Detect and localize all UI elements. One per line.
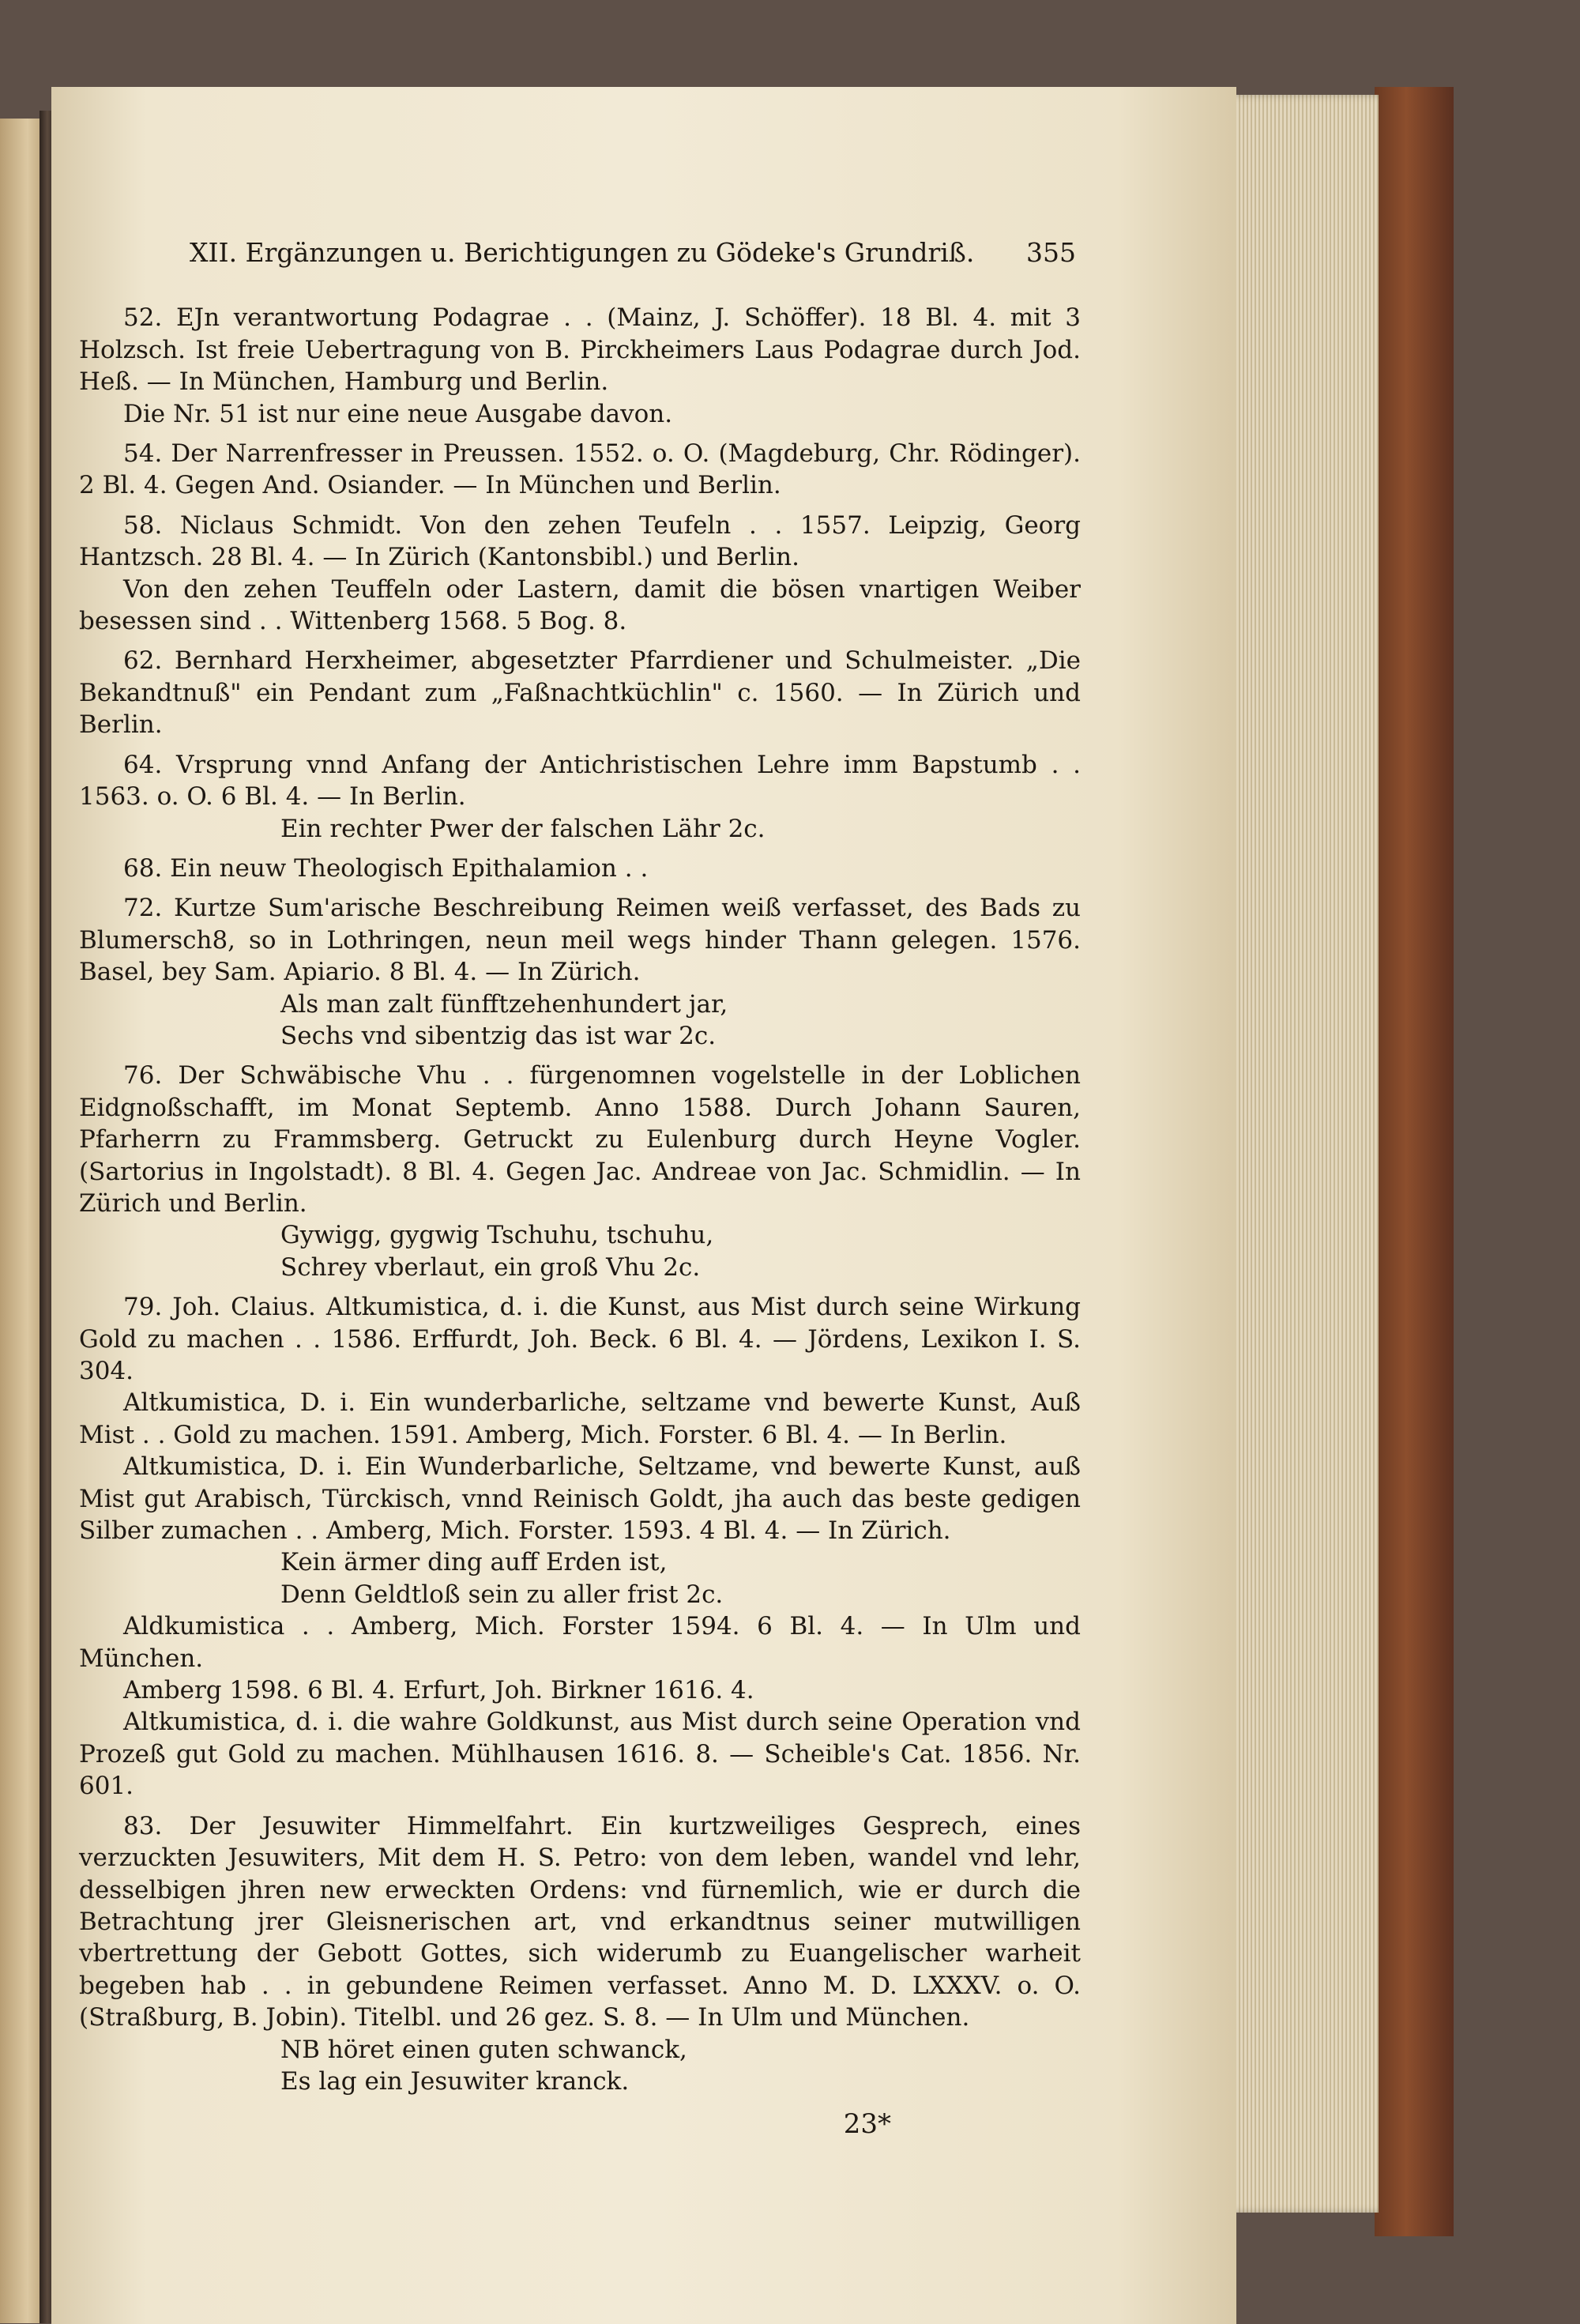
entry-text: 54. Der Narrenfresser in Preussen. 1552. o. O. (Magdeburg, Chr. Rödinger). 2 Bl. 4. Gegen And. Osiander. — In München und Berlin. — [79, 439, 1081, 500]
page-number: 355 — [1026, 237, 1076, 268]
page-text — [79, 237, 1081, 2141]
entry-text: 83. Der Jesuwiter Himmelfahrt. Ein kurtzweiliges Gesprech, eines verzuckten Jesuwiters, Mit dem H. S. Petro: von dem leben, wandel vnd lehr, desselbigen jhren new erweckten Ordens: vnd fürnemlich, wie er durch die Betrachtung jrer Gleisnerischen art, vnd erkandtnus seiner mutwilligen vbertrettung der Gebott Gottes, sich widerumb zu Euangelischer warheit begeben hab . . in gebundene Reimen verfasset. Anno M. D. LXXXV. o. O. (Straßburg, B. Jobin). Titelbl. und 26 gez. S. 8. — In Ulm und München. — [79, 1811, 1081, 2032]
entry-note: Altkumistica, D. i. Ein wunderbarliche, seltzame vnd bewerte Kunst, Auß Mist . . Gold zu machen. 1591. Amberg, Mich. Forster. 6 Bl. 4. — In Berlin. — [79, 1388, 1081, 1449]
entry-72 — [79, 892, 1081, 1052]
entry-52 — [79, 302, 1081, 430]
entry-text: 52. EJn verantwortung Podagrae . . (Mainz, J. Schöffer). 18 Bl. 4. mit 3 Holzsch. Ist freie Uebertragung von B. Pirckheimers Laus Podagrae durch Jod. Heß. — In München, Hamburg und Berlin. — [79, 303, 1081, 397]
entry-text: 72. Kurtze Sum'arische Beschreibung Reimen weiß verfasset, des Bads zu Blumersch8, so in Lothringen, neun meil wegs hinder Thann gelegen. 1576. Basel, bey Sam. Apiario. 8 Bl. 4. — In Zürich. — [79, 894, 1081, 987]
verse-line: Schrey vberlaut, ein groß Vhu 2c. — [280, 1252, 701, 1282]
entry-76 — [79, 1060, 1081, 1283]
entry-79 — [79, 1291, 1081, 1802]
verse-line: NB höret einen guten schwanck, — [280, 2035, 687, 2064]
entry-note: Altkumistica, d. i. die wahre Goldkunst, aus Mist durch seine Operation vnd Prozeß gut Gold zu machen. Mühlhausen 1616. 8. — Scheible's Cat. 1856. Nr. 601. — [79, 1708, 1081, 1801]
verse-line: Als man zalt fünfftzehenhundert jar, — [280, 989, 728, 1019]
entry-note: Von den zehen Teuffeln oder Lastern, damit die bösen vnartigen Weiber besessen sind . . Wittenberg 1568. 5 Bog. 8. — [79, 574, 1081, 636]
entry-text: 62. Bernhard Herxheimer, abgesetzter Pfarrdiener und Schulmeister. „Die Bekandtnuß" ein Pendant zum „Faßnachtküchlin" c. 1560. — In Zürich und Berlin. — [79, 646, 1081, 740]
book-cover-edge — [1375, 87, 1454, 2236]
signature-mark: 23* — [843, 2108, 891, 2141]
entry-68 — [79, 853, 1081, 884]
verse-line: Sechs vnd sibentzig das ist war 2c. — [280, 1021, 717, 1050]
verse-line: Gywigg, gygwig Tschuhu, tschuhu, — [280, 1221, 714, 1250]
running-title: XII. Ergänzungen u. Berichtigungen zu Gödeke's Grundriß. — [190, 237, 975, 268]
verse-line: Kein ärmer ding auff Erden ist, — [280, 1548, 668, 1577]
entry-83 — [79, 1810, 1081, 2098]
entry-note: Altkumistica, D. i. Ein Wunderbarliche, Seltzame, vnd bewerte Kunst, auß Mist gut Arabisch, Türckisch, vnnd Reinisch Goldt, jha auch das beste gedigen Silber zumachen . . Amberg, Mich. Forster. 1593. 4 Bl. 4. — In Zürich. — [79, 1452, 1081, 1546]
entry-note: Aldkumistica . . Amberg, Mich. Forster 1594. 6 Bl. 4. — In Ulm und München. — [79, 1612, 1081, 1673]
entry-62 — [79, 645, 1081, 740]
entry-note: Amberg 1598. 6 Bl. 4. Erfurt, Joh. Birkner 1616. 4. — [123, 1676, 754, 1705]
entry-note: Die Nr. 51 ist nur eine neue Ausgabe davon. — [123, 399, 673, 428]
running-header — [79, 237, 1081, 269]
entry-text: 79. Joh. Claius. Altkumistica, d. i. die Kunst, aus Mist durch seine Wirkung Gold zu machen . . 1586. Erffurdt, Joh. Beck. 6 Bl. 4. — Jördens, Lexikon I. S. 304. — [79, 1293, 1081, 1385]
entry-text: 76. Der Schwäbische Vhu . . fürgenomnen vogelstelle in der Loblichen Eidgnoßschafft, im Monat Septemb. Anno 1588. Durch Johann Sauren, Pfarherrn zu Frammsberg. Getruckt zu Eulenburg durch Heyne Vogler. (Sartorius in Ingolstadt). 8 Bl. 4. Gegen Jac. Andreae von Jac. Schmidlin. — In Zürich und Berlin. — [79, 1061, 1081, 1218]
entry-text: 64. Vrsprung vnnd Anfang der Antichristischen Lehre imm Bapstumb . . 1563. o. O. 6 Bl. 4. — In Berlin. — [79, 750, 1081, 812]
entry-text: 68. Ein neuw Theologisch Epithalamion . . — [123, 853, 649, 883]
verse-line: Es lag ein Jesuwiter kranck. — [280, 2066, 630, 2096]
verse-line: Ein rechter Pwer der falschen Lähr 2c. — [280, 814, 766, 843]
entry-64 — [79, 749, 1081, 845]
entry-58 — [79, 510, 1081, 638]
entry-54 — [79, 438, 1081, 502]
page-block-edges — [1221, 95, 1379, 2213]
verse-line: Denn Geldtloß sein zu aller frist 2c. — [280, 1580, 724, 1609]
entry-text: 58. Niclaus Schmidt. Von den zehen Teufeln . . 1557. Leipzig, Georg Hantzsch. 28 Bl. 4. — In Zürich (Kantonsbibl.) und Berlin. — [79, 510, 1081, 572]
